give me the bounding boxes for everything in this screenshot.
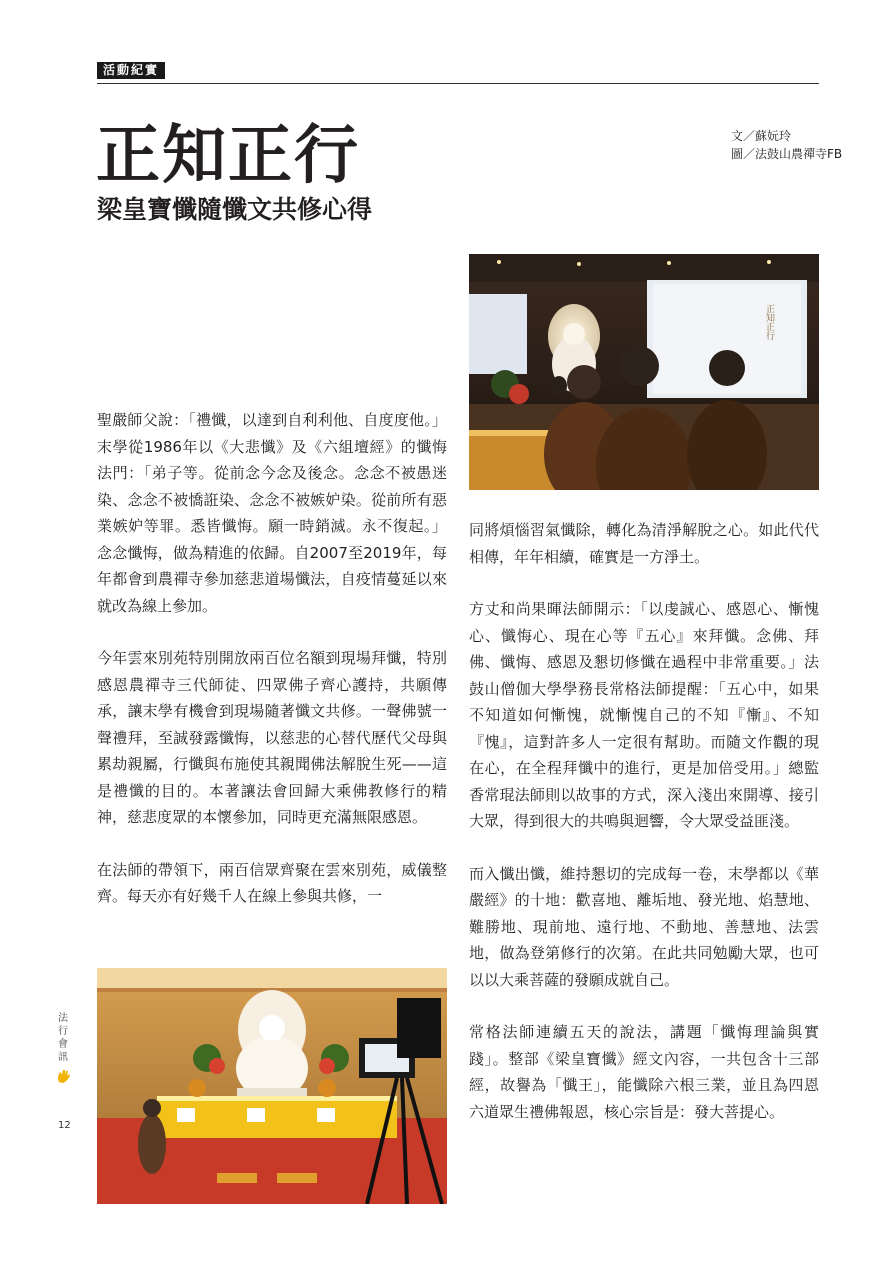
left-column xyxy=(97,407,447,936)
right-paragraph-3: 而入懺出懺，維持懇切的完成每一卷，末學都以《華嚴經》的十地：歡喜地、離垢地、發光地、焰慧地、難勝地、現前地、遠行地、不動地、善慧地、法雲地，做為登第修行的次第。在此共同勉勵大眾，也可以以大乘菩薩的發願成就自己。 xyxy=(469,864,819,989)
margin-mark: 法行會訊 xyxy=(58,1013,68,1063)
article-subtitle: 梁皇寶懺隨懺文共修心得 xyxy=(97,195,373,224)
right-paragraph-4: 常格法師連續五天的說法，講題「懺悔理論與實踐」。整部《梁皇寶懺》經文內容，一共包含十三部經，故譽為「懺王」，能懺除六根三業，並且為四恩六道眾生禮佛報恩，核心宗旨是：發大菩提心。 xyxy=(469,1023,819,1121)
right-paragraph-2: 方丈和尚果暉法師開示：「以虔誠心、感恩心、慚愧心、懺悔心、現在心等『五心』來拜懺。念佛、拜佛、懺悔、感恩及懇切修懺在過程中非常重要。」法鼓山僧伽大學學務長常格法師提醒：「五心中，如果不知道如何慚愧，就慚愧自己的不知『慚』、不知『愧』，這對許多人一定很有幫助。而隨文作觀的現在心，在全程拜懺中的進行，更是加倍受用。」總監香常琨法師則以故事的方式，深入淺出來開導、接引大眾，得到很大的共鳴與迴響，令大眾受益匪淺。 xyxy=(469,600,819,830)
right-paragraph-1: 同將煩惱習氣懺除，轉化為清淨解脫之心。如此代代相傳，年年相續，確實是一方淨土。 xyxy=(469,521,819,566)
left-paragraph-3: 在法師的帶領下，兩百信眾齊聚在雲來別苑，威儀整齊。每天亦有好幾千人在線上參與共修，一 xyxy=(97,860,447,905)
author-credit: 文／蘇妧玲 xyxy=(731,129,792,143)
header-rule xyxy=(97,83,819,84)
hand-icon xyxy=(56,1068,72,1084)
right-column xyxy=(469,517,819,1151)
photo-monks-illustration xyxy=(469,254,819,490)
photo-altar-illustration xyxy=(97,968,447,1204)
photo-monks-repentance xyxy=(469,254,819,490)
section-tag: 活動紀實 xyxy=(97,62,165,79)
svg-text:正知正行: 正知正行 xyxy=(764,304,774,340)
left-paragraph-2: 今年雲來別苑特別開放兩百位名額到現場拜懺，特別感恩農禪寺三代師徒、四眾佛子齊心護持，共願傳承，讓末學有機會到現場隨著懺文共修。一聲佛號一聲禮拜，至誠發露懺悔，以慈悲的心替代歷代父母與累劫親屬，行懺與布施使其親聞佛法解脫生死——這是禮懺的目的。本著讓法會回歸大乘佛教修行的精神，慈悲度眾的本懷參加，同時更充滿無限感恩。 xyxy=(97,649,447,826)
photo-credit: 圖／法鼓山農禪寺FB xyxy=(731,147,843,161)
left-paragraph-1: 聖嚴師父說：「禮懺，以達到自利利他、自度度他。」末學從1986年以《大悲懺》及《六組壇經》的懺悔法門：「弟子等。從前念今念及後念。念念不被愚迷染、念念不被憍誑染、念念不被嫉妒染。從前所有惡業嫉妒等罪。悉皆懺悔。願一時銷滅。永不復起。」念念懺悔，做為精進的依歸。自2007至2019年，每年都會到農禪寺參加慈悲道場懺法，自疫情蔓延以來就改為線上參加。 xyxy=(97,411,447,615)
photo-altar-camera xyxy=(97,968,447,1204)
credits xyxy=(731,127,842,163)
page-number: 12 xyxy=(58,1120,71,1131)
article-title: 正知正行 xyxy=(96,118,360,193)
